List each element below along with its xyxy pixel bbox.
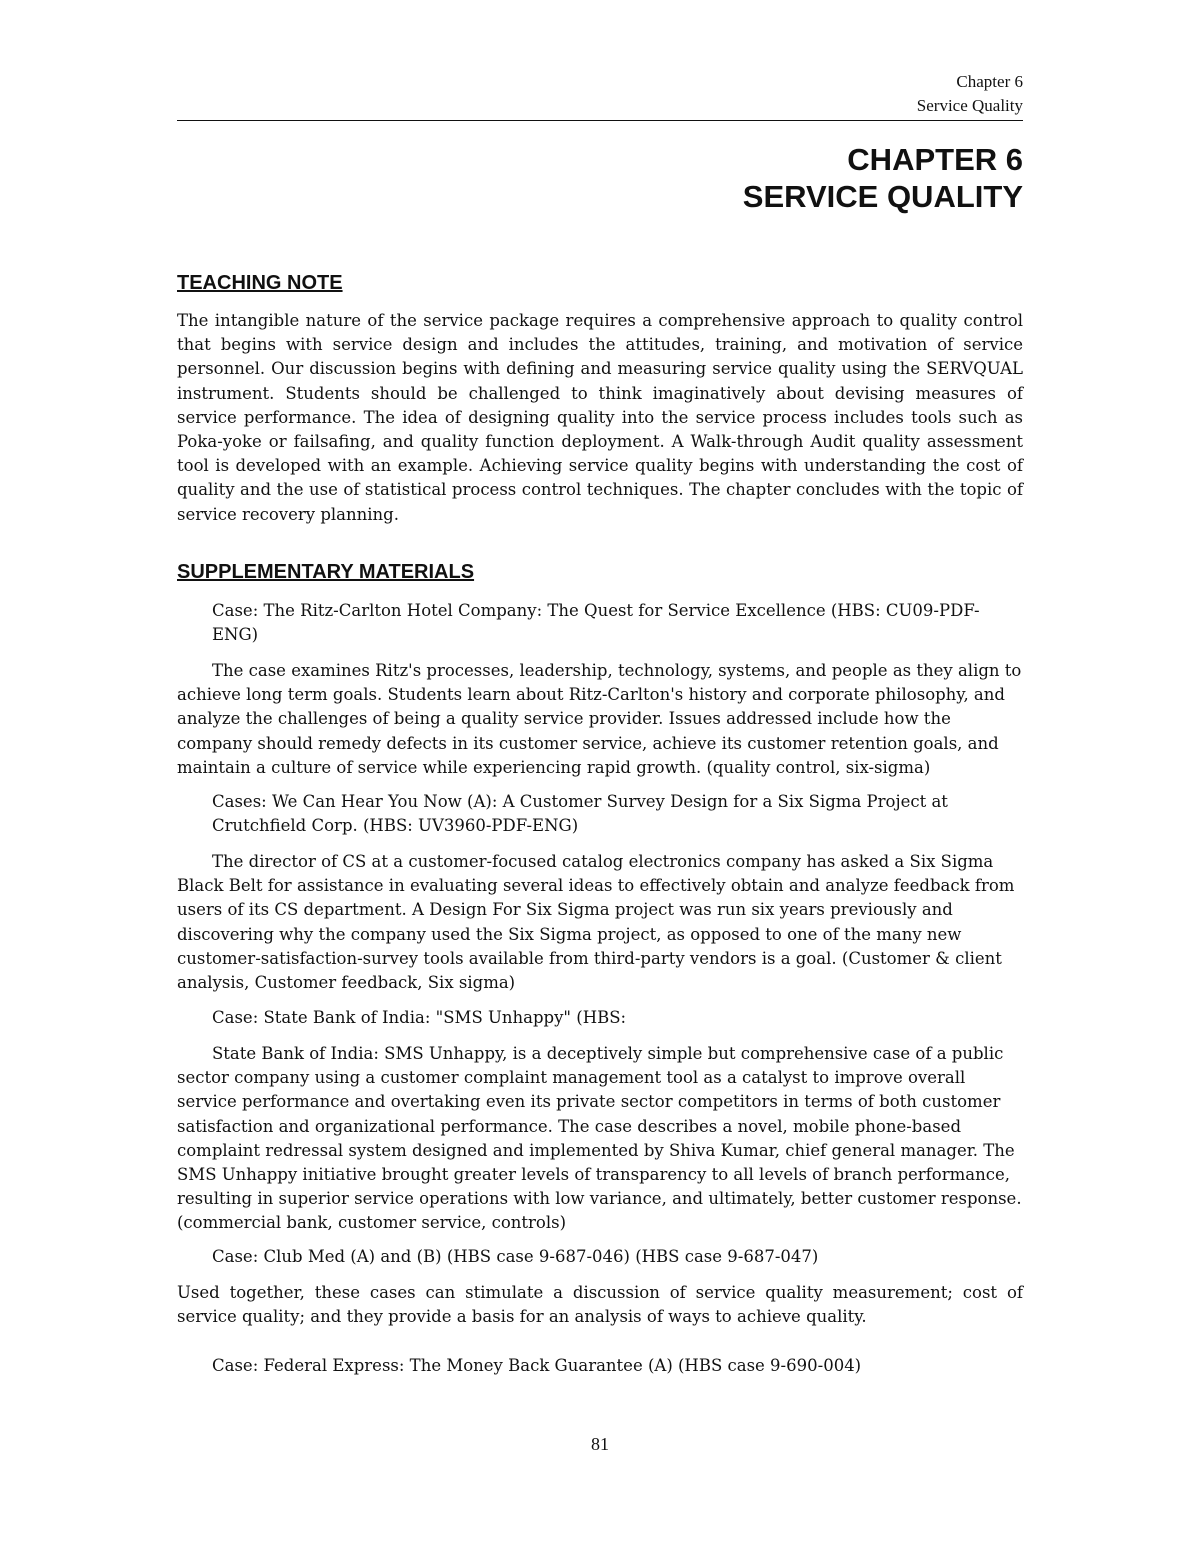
chapter-name: SERVICE QUALITY [742,179,1023,214]
header-subject: Service Quality [916,96,1023,115]
case-title: Case: The Ritz-Carlton Hotel Company: The Quest for Service Excellence (HBS: CU09-PDF-ENG) [212,601,980,645]
header-chapter: Chapter 6 [956,72,1023,91]
case-title: Cases: We Can Hear You Now (A): A Customer Survey Design for a Six Sigma Project at Crutchfield Corp. (HBS: UV3960-PDF-ENG) [212,792,948,836]
case-title: Case: State Bank of India: "SMS Unhappy" (HBS: [212,1008,627,1027]
chapter-title [177,141,1023,215]
running-header [177,70,1023,121]
case-description: Used together, these cases can stimulate a discussion of service quality measurement; cost of service quality; and they provide a basis for an analysis of ways to achieve quality. [177,1283,1023,1327]
page-number: 81 [591,1434,609,1454]
case-description: The case examines Ritz's processes, leadership, technology, systems, and people as they align to achieve long term goals. Students learn about Ritz-Carlton's history and corporate philosophy, and analyze the challenges of being a quality service provider. Issues addressed include how the company should remedy defects in its customer service, achieve its customer retention goals, and maintain a culture of service while experiencing rapid growth. (quality control, six-sigma) [177,661,1022,777]
case-title: Case: Club Med (A) and (B) (HBS case 9-687-046) (HBS case 9-687-047) [212,1247,819,1266]
case-description: State Bank of India: SMS Unhappy, is a deceptively simple but comprehensive case of a public sector company using a customer complaint management tool as a catalyst to improve overall service performance and overtaking even its private sector competitors in terms of both customer satisfaction and organizational performance. The case describes a novel, mobile phone-based complaint redressal system designed and implemented by Shiva Kumar, chief general manager. The SMS Unhappy initiative brought greater levels of transparency to all levels of branch performance, resulting in superior service operations with low variance, and ultimately, better customer response. (commercial bank, customer service, controls) [177,1044,1022,1233]
chapter-number: CHAPTER 6 [847,142,1023,177]
supplementary-heading: SUPPLEMENTARY MATERIALS [177,561,475,583]
case-description: The director of CS at a customer-focused catalog electronics company has asked a Six Sigma Black Belt for assistance in evaluating several ideas to effectively obtain and analyze feedback from users of its CS department. A Design For Six Sigma project was run six years previously and discovering why the company used the Six Sigma project, as opposed to one of the many new customer-satisfaction-survey tools available from third-party vendors is a goal. (Customer & client analysis, Customer feedback, Six sigma) [177,852,1015,993]
teaching-note-text: The intangible nature of the service package requires a comprehensive approach to quality control that begins with service design and includes the attitudes, training, and motivation of service personnel. Our discussion begins with defining and measuring service quality using the SERVQUAL instrument. Students should be challenged to think imaginatively about devising measures of service performance. The idea of designing quality into the service process includes tools such as Poka-yoke or failsafing, and quality function deployment. A Walk-through Audit quality assessment tool is developed with an example. Achieving service quality begins with understanding the cost of quality and the use of statistical process control techniques. The chapter concludes with the topic of service recovery planning. [177,311,1023,524]
case-title: Case: Federal Express: The Money Back Guarantee (A) (HBS case 9-690-004) [212,1356,862,1375]
teaching-note-heading: TEACHING NOTE [177,272,343,294]
